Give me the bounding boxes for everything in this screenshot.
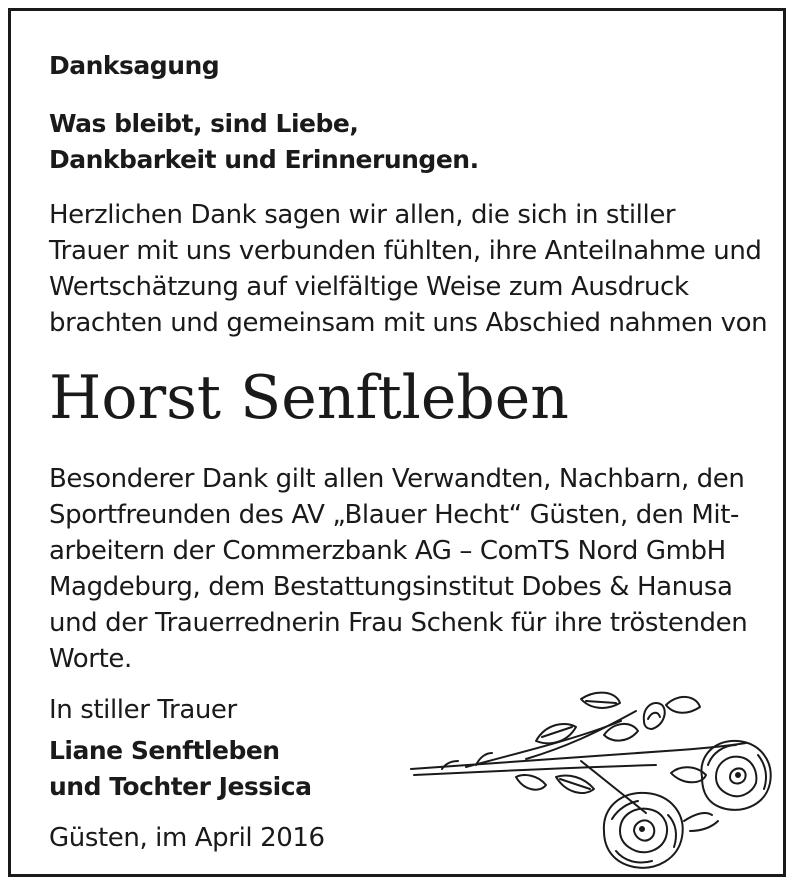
intro-line: Wertschätzung auf vielfältige Weise zum Ausdruck <box>49 272 689 302</box>
deceased-name: Horst Senftleben <box>49 363 569 433</box>
thanks-line: Sportfreunden des AV „Blauer Hecht“ Güsten, den Mit- <box>49 500 740 530</box>
intro-line: Trauer mit uns verbunden fühlten, ihre Anteilnahme und <box>49 236 762 266</box>
notice-heading: Danksagung <box>49 51 220 80</box>
motto <box>49 106 479 178</box>
special-thanks-paragraph <box>49 461 747 677</box>
motto-line: Dankbarkeit und Erinnerungen. <box>49 145 479 174</box>
mourner-name: und Tochter Jessica <box>49 772 312 801</box>
place-and-date: Güsten, im April 2016 <box>49 823 325 853</box>
obituary-notice <box>8 8 786 877</box>
intro-line: brachten und gemeinsam mit uns Abschied nahmen von <box>49 308 768 338</box>
thanks-line: arbeitern der Commerzbank AG – ComTS Nord GmbH <box>49 536 726 566</box>
intro-paragraph <box>49 197 767 341</box>
intro-line: Herzlichen Dank sagen wir allen, die sich in stiller <box>49 200 676 230</box>
thanks-line: Magdeburg, dem Bestattungsinstitut Dobes & Hanusa <box>49 572 733 602</box>
mourners <box>49 733 311 805</box>
thanks-line: und der Trauerrednerin Frau Schenk für ihre tröstenden <box>49 608 748 638</box>
thanks-line: Besonderer Dank gilt allen Verwandten, Nachbarn, den <box>49 464 745 494</box>
roses-illustration-icon <box>406 681 781 876</box>
thanks-line: Worte. <box>49 644 132 674</box>
mourner-name: Liane Senftleben <box>49 736 280 765</box>
motto-line: Was bleibt, sind Liebe, <box>49 109 359 138</box>
mourning-label: In stiller Trauer <box>49 695 237 725</box>
